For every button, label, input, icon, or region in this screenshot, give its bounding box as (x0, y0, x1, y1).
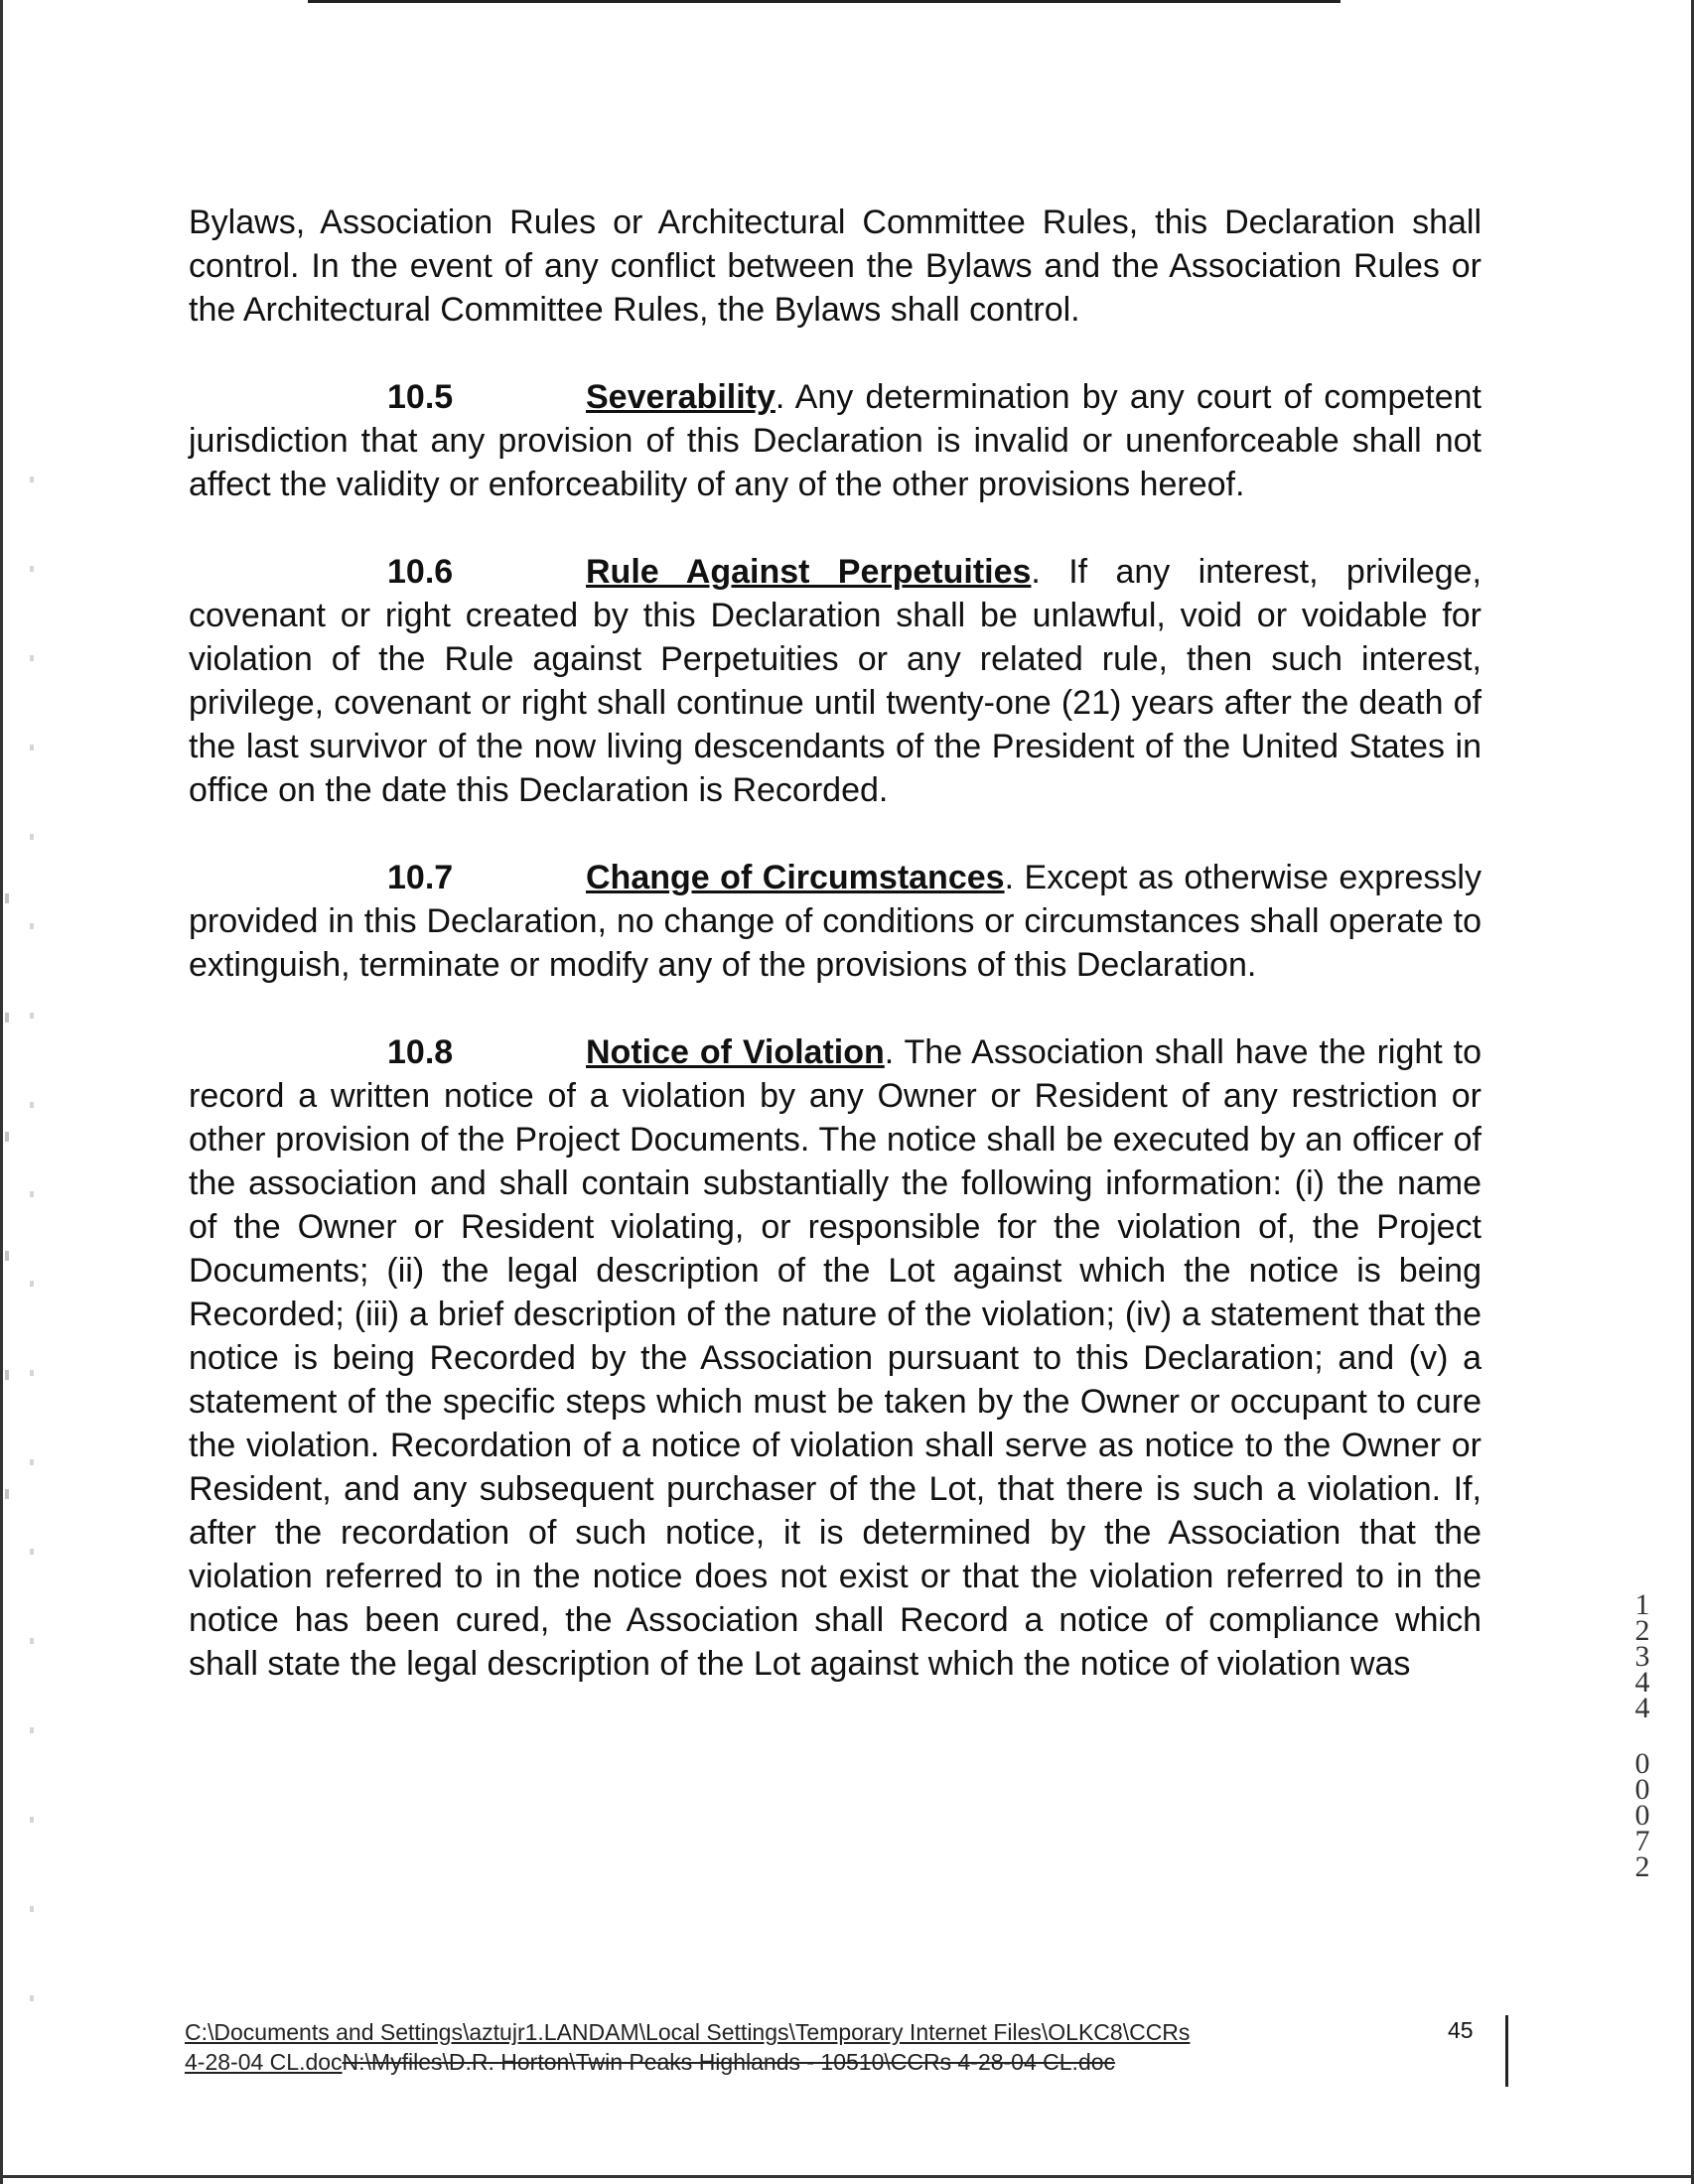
left-scan-edge (0, 0, 3, 2184)
page-number: 45 (1448, 2017, 1474, 2043)
bates-digit: 0 (1634, 1773, 1650, 1806)
footer-path-struck: N:\Myfiles\D.R. Horton\Twin Peaks Highlands - 10510\CCRs 4-28-04 CL.doc (342, 2049, 1116, 2075)
section-title: Change of Circumstances (586, 859, 1005, 896)
bates-stamp (1630, 1588, 1654, 1883)
top-scan-edge (308, 0, 1341, 3)
footer-path-line-2 (185, 2047, 1476, 2077)
bates-digit: 2 (1634, 1614, 1650, 1647)
section-text: . The Association shall have the right to record a written notice of a violation by any Owner or Resident of any restriction or other provision of the Project Documents. The notice shall be executed by an officer of the association and shall contain substantially the following information: (i) the name of the Owner or Resident violating, or responsible for the violation of, the Project Documents; (ii) the legal description of the Lot against which the notice is being Recorded; (iii) a brief description of the nature of the violation; (iv) a statement that the notice is being Recorded by the Association pursuant to this Declaration; and (v) a statement of the specific steps which must be taken by the Owner or occupant to cure the violation. Recordation of a notice of violation shall serve as notice to the Owner or Resident, and any subsequent purchaser of the Lot, that there is such a violation. If, after the recordation of such notice, it is determined by the Association that the violation referred to in the notice does not exist or that the violation referred to in the notice has been cured, the Association shall Record a notice of compliance which shall state the legal description of the Lot against which the notice of violation was (189, 1033, 1482, 1683)
continuation-paragraph: Bylaws, Association Rules or Architectural Committee Rules, this Declaration shall control. In the event of any conflict between the Bylaws and the Association Rules or the Architectural Committee Rules, the Bylaws shall control. (189, 204, 1482, 329)
section-10-5 (189, 375, 1482, 506)
document-body (189, 201, 1482, 1729)
section-text: . Except as otherwise expressly provided in this Declaration, no change of conditions or circumstances shall operate to extinguish, terminate or modify any of the provisions of this Declaration. (189, 859, 1482, 984)
section-title: Severability (586, 378, 776, 416)
section-10-6 (189, 550, 1482, 812)
scan-artifact (30, 477, 34, 2065)
section-title: Notice of Violation (586, 1033, 885, 1071)
bates-digit: 0 (1634, 1799, 1650, 1832)
margin-bar (1505, 2015, 1508, 2087)
section-number: 10.7 (387, 859, 454, 896)
footer-path-underlined: 4-28-04 CL.doc (185, 2049, 343, 2075)
bates-digit: 1 (1634, 1588, 1650, 1621)
section-number: 10.6 (387, 553, 454, 591)
bates-digit: 3 (1634, 1640, 1650, 1673)
bottom-scan-edge (0, 2175, 1694, 2178)
footer-path-line-1: C:\Documents and Settings\aztujr1.LANDAM\Local Settings\Temporary Internet Files\OLKC8\CCRs (185, 2019, 1191, 2045)
section-10-8 (189, 1030, 1482, 1686)
bates-digit: 4 (1634, 1666, 1650, 1699)
section-number: 10.8 (387, 1033, 454, 1071)
section-10-7 (189, 856, 1482, 987)
section-title: Rule Against Perpetuities (586, 553, 1032, 591)
bates-digit: 7 (1634, 1825, 1650, 1857)
scan-artifact (5, 893, 9, 1588)
file-path-footer (185, 2017, 1476, 2077)
section-number: 10.5 (387, 378, 454, 416)
bates-digit: 2 (1634, 1850, 1650, 1883)
bates-digit: 4 (1634, 1692, 1650, 1724)
section-text: . If any interest, privilege, covenant or right created by this Declaration shall be unlawful, void or voidable for violation of the Rule against Perpetuities or any related rule, then such interest, privilege, covenant or right shall continue until twenty-one (21) years after the death of the last survivor of the now living descendants of the President of the United States in office on the date this Declaration is Recorded. (189, 553, 1482, 809)
bates-digit: 0 (1634, 1747, 1650, 1780)
section-text: . Any determination by any court of competent jurisdiction that any provision of this Declaration is invalid or unenforceable shall not affect the validity or enforceability of any of the other provisions hereof. (189, 378, 1482, 503)
